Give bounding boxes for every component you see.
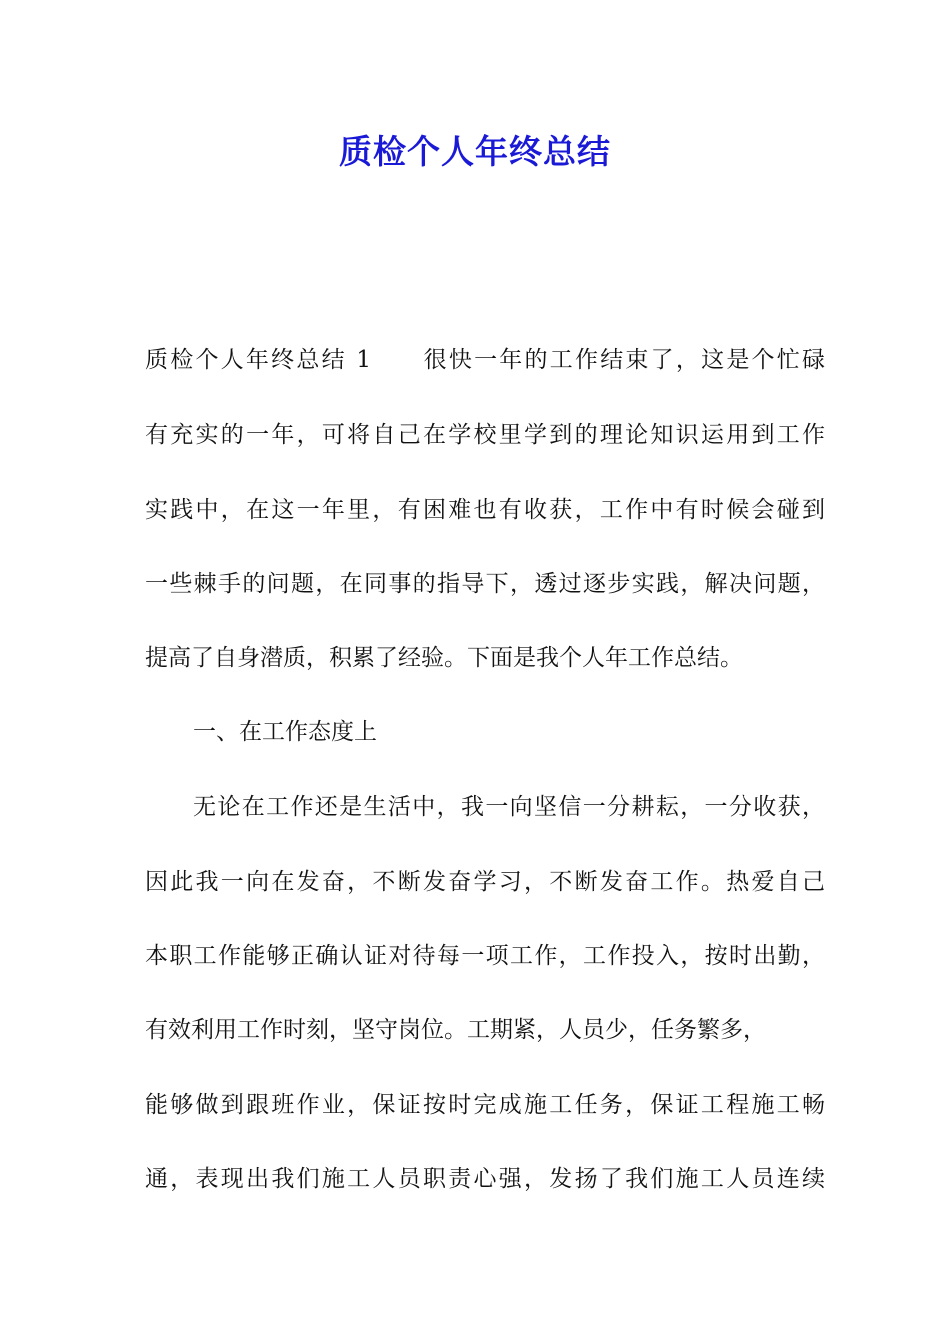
paragraph-line: 能够做到跟班作业，保证按时完成施工任务，保证工程施工畅	[145, 1092, 825, 1118]
paragraph-line: 本职工作能够正确认证对待每一项工作，工作投入，按时出勤，	[145, 943, 825, 969]
paragraph-line: 实践中，在这一年里，有困难也有收获，工作中有时候会碰到	[145, 497, 825, 523]
paragraph-line: 无论在工作还是生活中，我一向坚信一分耕耘，一分收获，	[193, 794, 825, 820]
paragraph-line: 有效利用工作时刻，坚守岗位。工期紧，人员少，任务繁多，	[145, 1017, 766, 1043]
paragraph-line: 一些棘手的问题，在同事的指导下，透过逐步实践，解决问题，	[145, 571, 825, 597]
section-heading: 一、在工作态度上	[193, 719, 377, 745]
document-title: 质检个人年终总结	[339, 132, 611, 171]
paragraph-line: 提高了自身潜质，积累了经验。下面是我个人年工作总结。	[145, 645, 743, 671]
paragraph-line: 有充实的一年，可将自己在学校里学到的理论知识运用到工作	[145, 422, 825, 448]
paragraph-line: 因此我一向在发奋，不断发奋学习，不断发奋工作。热爱自己	[145, 869, 825, 895]
paragraph-line: 通，表现出我们施工人员职责心强，发扬了我们施工人员连续	[145, 1166, 825, 1192]
paragraph-line: 质检个人年终总结 1 很快一年的工作结束了，这是个忙碌	[145, 347, 825, 373]
